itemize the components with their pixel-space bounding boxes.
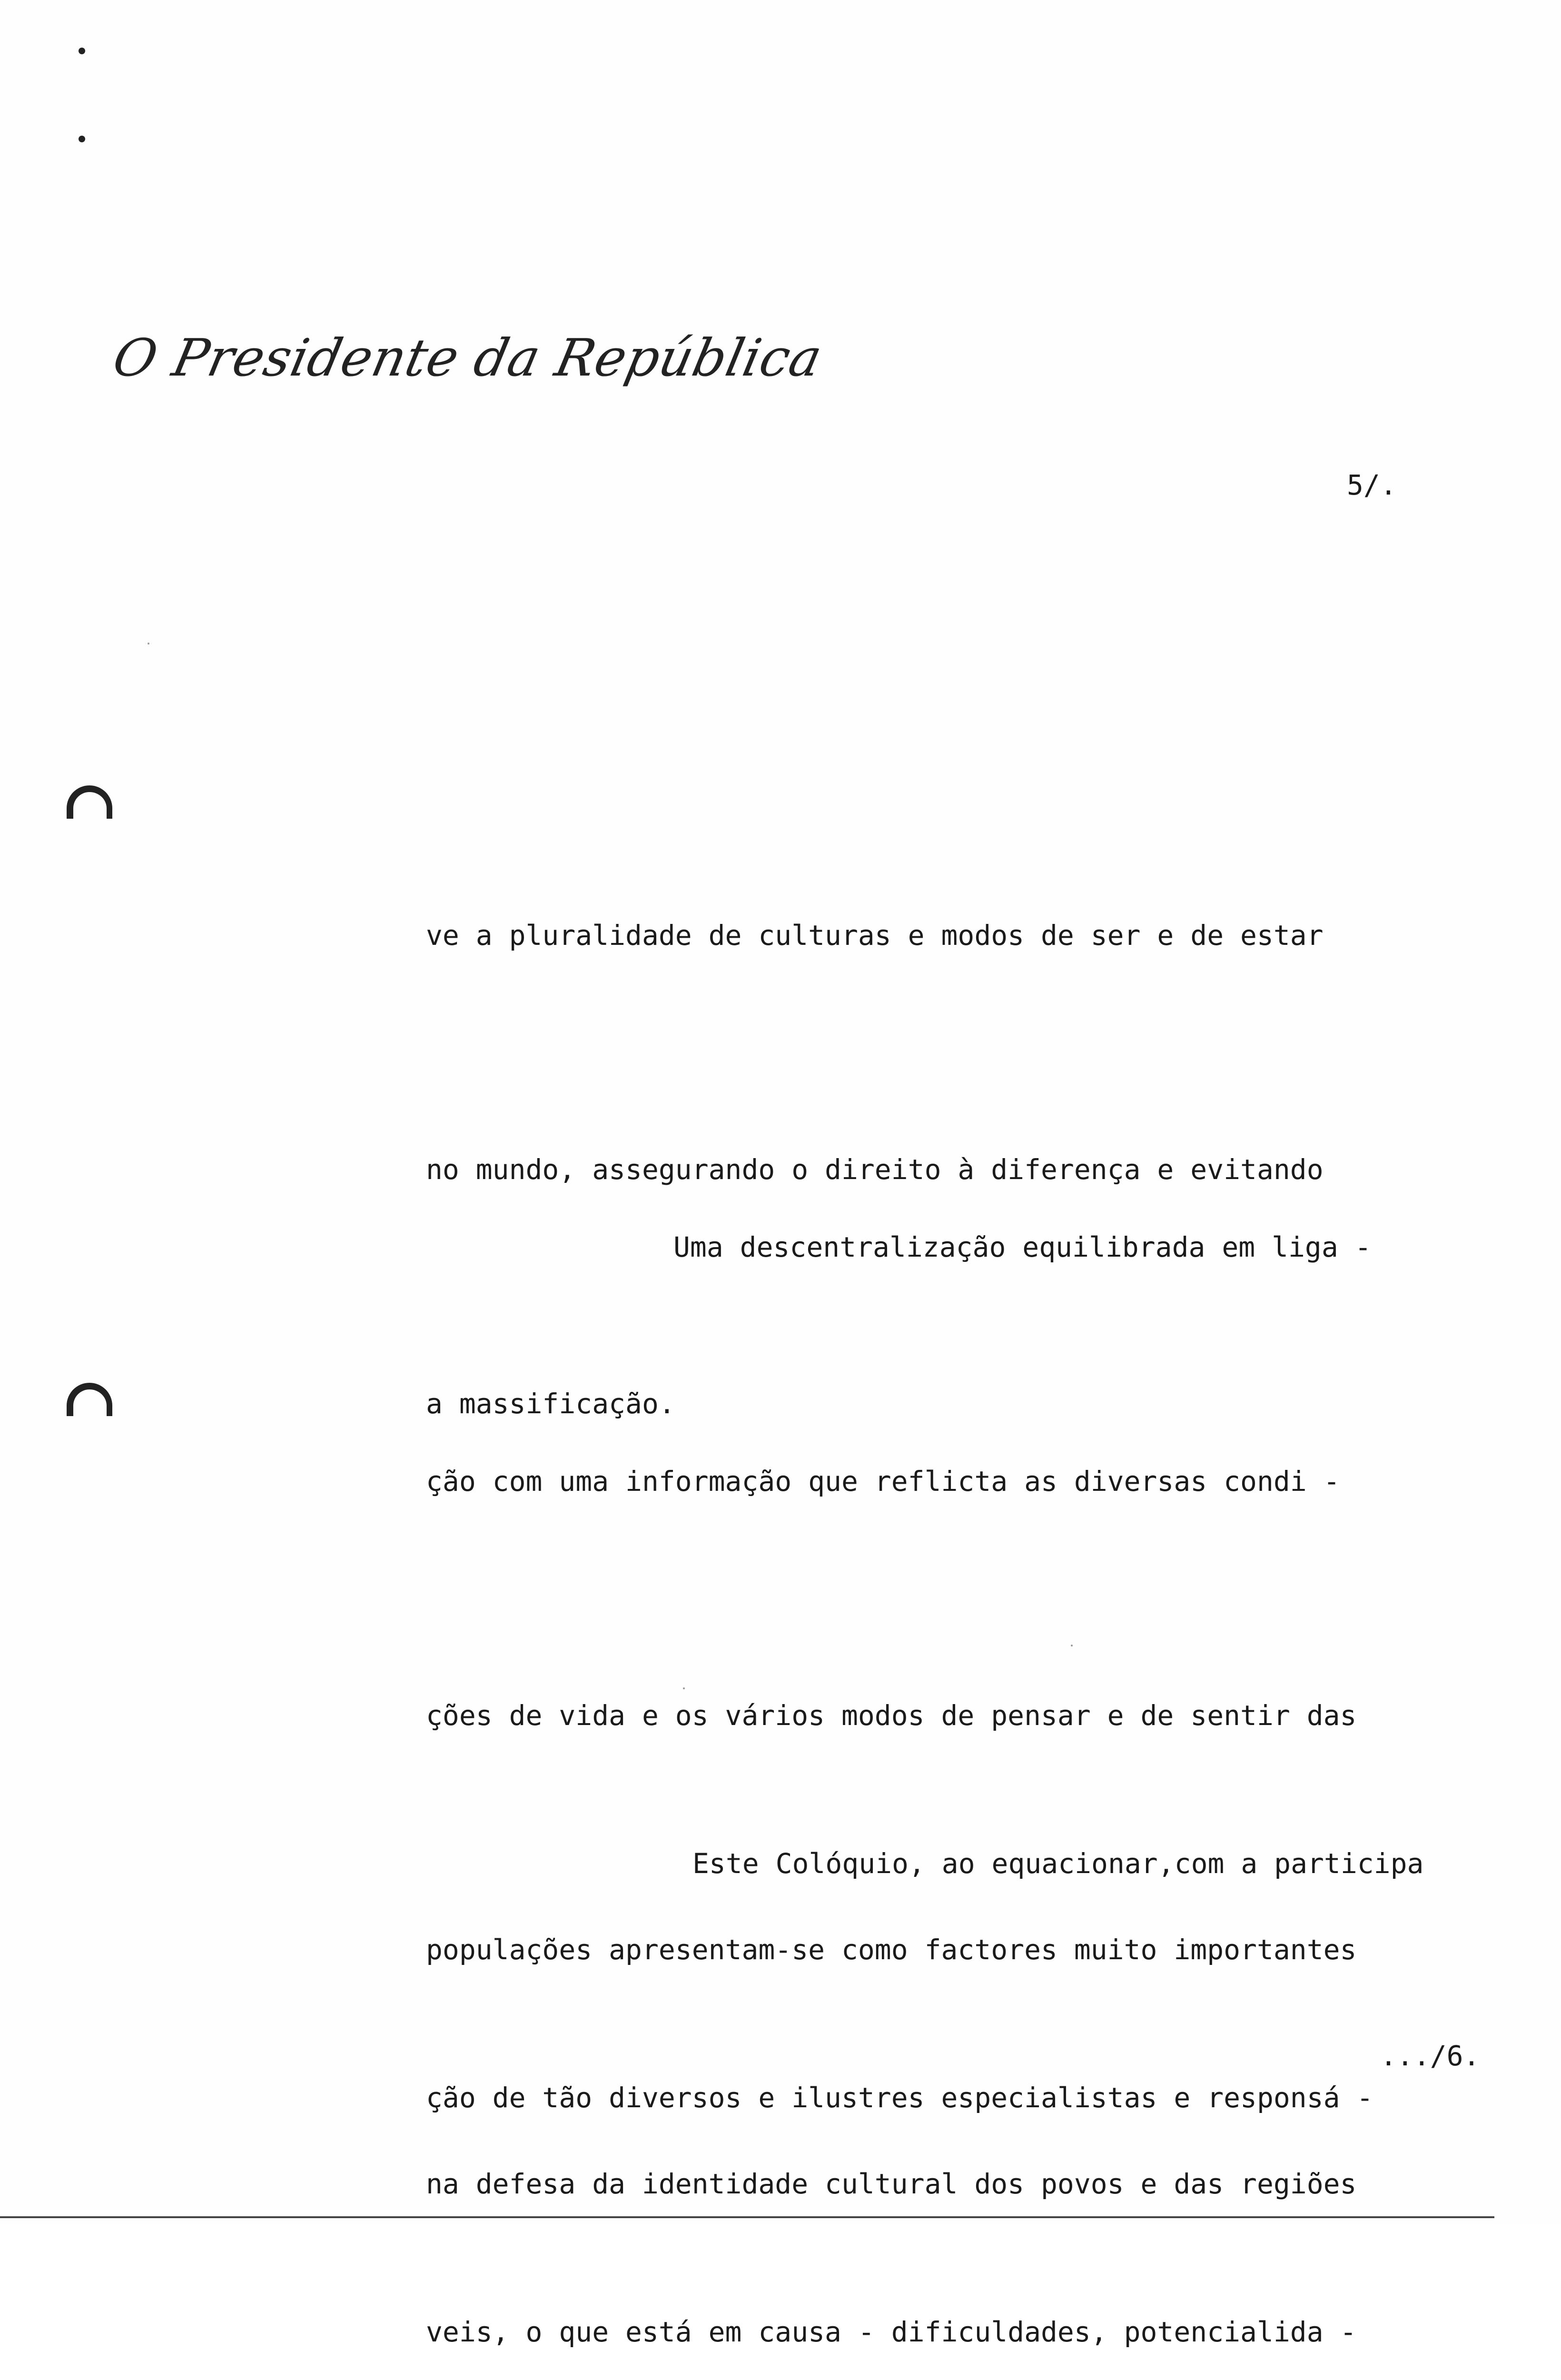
text-line: na defesa da identidade cultural dos povos e das regiões [426,2168,1357,2200]
text-line: populações apresentam-se como factores muito importantes [426,1934,1357,1966]
text-line: no mundo, assegurando o direito à diferença e evitando [426,1153,1324,1186]
continuation-marker: .../6. [1380,2040,1480,2072]
binder-arc-mark [67,785,112,819]
text-line: a massificação. [426,1388,675,1420]
text-line: ções de vida e os vários modos de pensar e de sentir das [426,1699,1357,1732]
text-line: ve a pluralidade de culturas e modos de ser e de estar [426,919,1324,952]
scan-speck [683,1687,685,1689]
text-line: Este Colóquio, ao equacionar,com a participa [692,1847,1424,1880]
punch-dot [79,48,85,54]
text-line: veis, o que está em causa - dificuldades, potencialida - [426,2316,1357,2348]
page-number: 5/. [1347,469,1397,501]
punch-dot [79,136,85,142]
page-bottom-edge [0,2216,1494,2218]
letterhead-title: O Presidente da República [108,328,828,388]
text-line: ção de tão diversos e ilustres especialistas e responsá - [426,2082,1373,2114]
scan-speck [148,643,149,645]
scan-speck [1071,1645,1073,1646]
text-line: ção com uma informação que reflicta as diversas condi - [426,1465,1340,1497]
text-line: Uma descentralização equilibrada em liga - [673,1231,1372,1263]
paragraph-3 [426,1668,1502,2380]
binder-arc-mark [67,1383,112,1416]
